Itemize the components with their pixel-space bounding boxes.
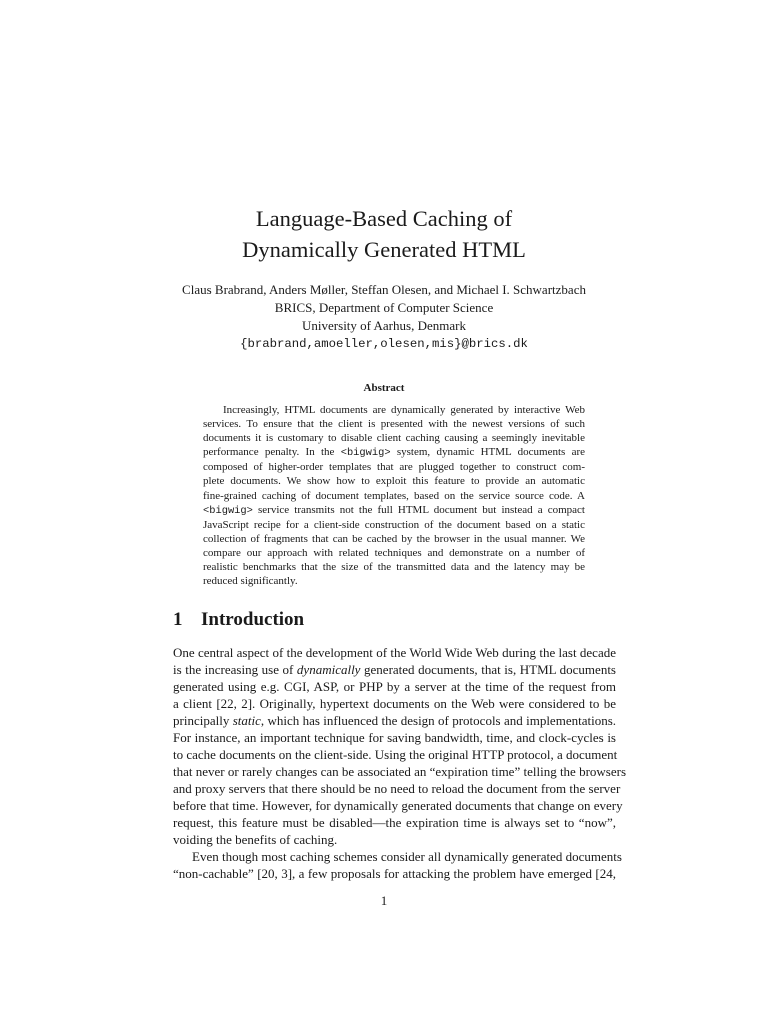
paper-title	[0, 203, 768, 265]
introduction-text	[173, 644, 627, 882]
body-line: and proxy servers that there should be no need to reload the document from the server	[173, 781, 621, 796]
abstract-line: performance penalty. In the <bigwig> system, dynamic HTML documents are	[203, 446, 585, 460]
abstract-line: plete documents. We show how to exploit this feature to provide an automatic	[203, 475, 585, 488]
abstract-heading: Abstract	[363, 382, 405, 394]
body-line: a client [22, 2]. Originally, hypertext documents on the Web were considered to be	[173, 696, 616, 711]
abstract-line: JavaScript recipe for a client-side construction of the document based on a static	[203, 518, 585, 531]
abstract-line: composed of higher-order templates that are plugged together to construct com-	[203, 461, 585, 474]
title-line-1: Language-Based Caching of	[255, 206, 513, 231]
abstract-line: fine-grained caching of document templates, based on the service source code. A	[203, 489, 585, 502]
abstract-line: services. To ensure that the client is presented with the newest versions of such	[203, 418, 585, 431]
body-line: Even though most caching schemes consider all dynamically generated documents	[192, 849, 622, 864]
emphasis-text: static	[232, 713, 261, 728]
section-title: Introduction	[201, 609, 305, 630]
body-line: that never or rarely changes can be associated an “expiration time” telling the browsers	[173, 764, 627, 779]
author-block	[0, 281, 768, 353]
body-line: to cache documents on the client-side. Using the original HTTP protocol, a document	[173, 747, 618, 762]
body-line: One central aspect of the development of the World Wide Web during the last decade	[173, 645, 616, 660]
author-affiliation: BRICS, Department of Computer Science	[274, 300, 494, 315]
abstract-line: collection of fragments that can be cached by the browser in the usual manner. We	[203, 532, 585, 545]
page-number: 1	[380, 893, 388, 908]
code-text: <bigwig>	[340, 447, 391, 460]
section-number: 1	[173, 609, 183, 630]
code-text: <bigwig>	[203, 504, 253, 517]
body-line: is the increasing use of dynamically generated documents, that is, HTML documents	[173, 662, 616, 677]
abstract-text	[203, 403, 585, 588]
abstract-line: compare our approach with related techniques and demonstrate on a number of	[203, 546, 585, 559]
body-line: request, this feature must be disabled—the expiration time is always set to “now”,	[173, 815, 616, 830]
author-university: University of Aarhus, Denmark	[302, 318, 466, 333]
body-line: before that time. However, for dynamically generated documents that change on every	[173, 798, 623, 813]
abstract-line: Increasingly, HTML documents are dynamically generated by interactive Web	[223, 404, 585, 416]
author-names: Claus Brabrand, Anders Møller, Steffan Olesen, and Michael I. Schwartzbach	[182, 282, 586, 297]
abstract-line: <bigwig> service transmits not the full HTML document but instead a compact	[203, 503, 585, 517]
abstract-line: documents it is customary to disable client caching causing a seemingly inevitable	[203, 432, 585, 445]
abstract-line: realistic benchmarks that the size of the transmitted data and the latency may be	[203, 561, 585, 574]
title-line-2: Dynamically Generated HTML	[242, 237, 526, 262]
abstract-line: reduced significantly.	[203, 575, 298, 588]
section-heading	[173, 609, 304, 631]
emphasis-text: dynamically	[296, 662, 361, 677]
body-line: For instance, an important technique for saving bandwidth, time, and clock-cycles is	[173, 730, 616, 745]
body-line: generated using e.g. CGI, ASP, or PHP by a server at the time of the request from	[173, 679, 616, 694]
body-line: principally static, which has influenced the design of protocols and implementations.	[173, 713, 616, 728]
body-line: voiding the benefits of caching.	[173, 832, 338, 847]
body-line: “non-cachable” [20, 3], a few proposals for attacking the problem have emerged [24,	[173, 866, 616, 881]
author-email: {brabrand,amoeller,olesen,mis}@brics.dk	[240, 337, 528, 351]
